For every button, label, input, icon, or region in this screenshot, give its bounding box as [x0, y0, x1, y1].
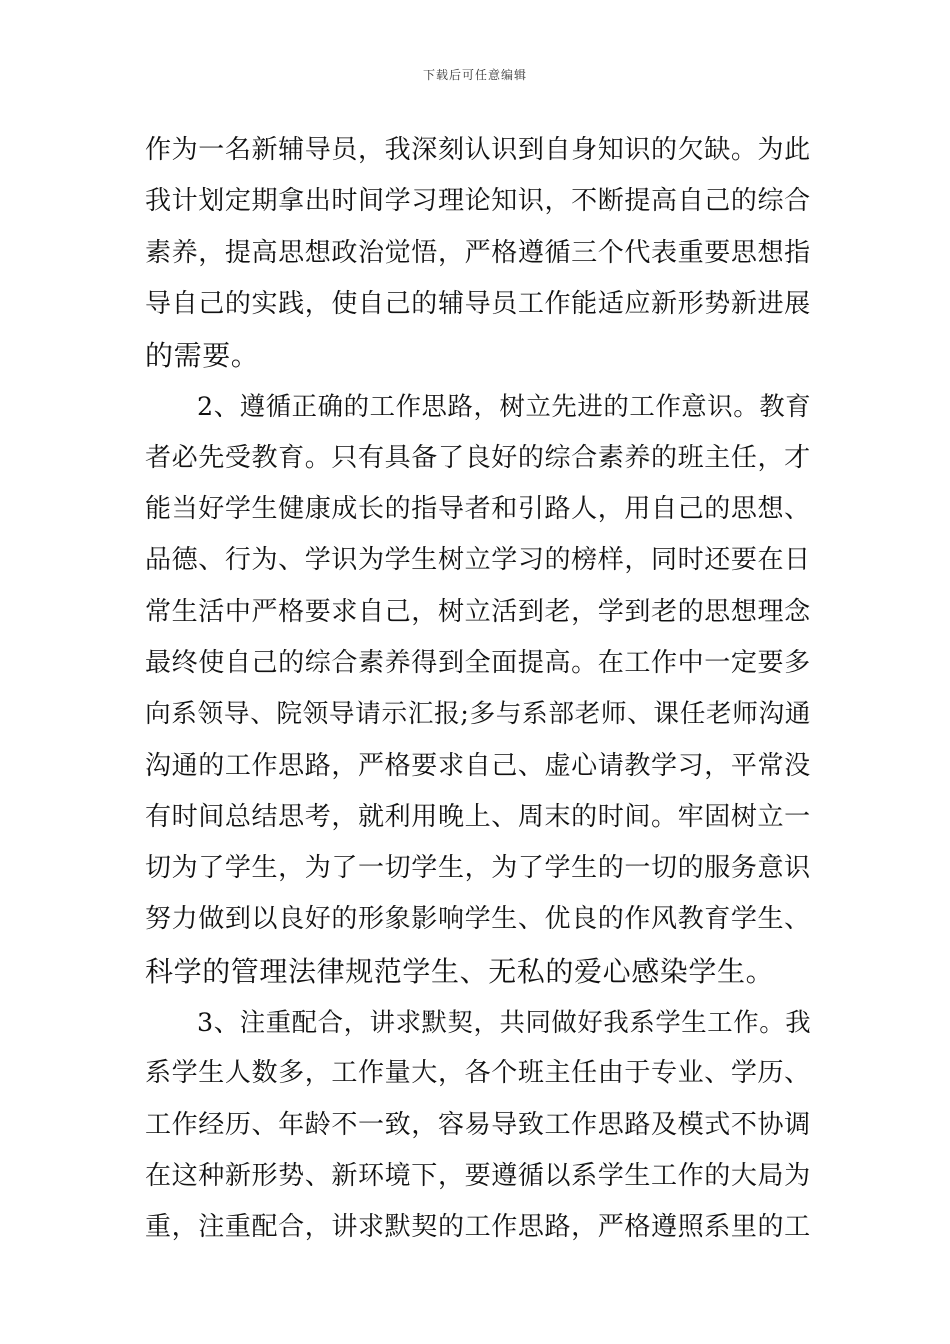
text-line: 常生活中严格要求自己，树立活到老，学到老的思想理念: [145, 596, 811, 627]
text-line: 者必先受教育。只有具备了良好的综合素养的班主任，才: [145, 442, 811, 473]
document-body: [145, 125, 810, 1254]
text-line: 素养，提高思想政治觉悟，严格遵循三个代表重要思想指: [145, 237, 811, 268]
text-line: 沟通的工作思路，严格要求自己、虚心请教学习，平常没: [145, 750, 811, 781]
text-line: 2、遵循正确的工作思路，树立先进的工作意识。教育: [197, 391, 812, 422]
text-line: 在这种新形势、新环境下，要遵循以系学生工作的大局为: [145, 1160, 811, 1191]
text-line: 工作经历、年龄不一致，容易导致工作思路及模式不协调: [145, 1109, 811, 1140]
text-line: 3、注重配合，讲求默契，共同做好我系学生工作。我: [197, 1007, 812, 1038]
text-line: 能当好学生健康成长的指导者和引路人，用自己的思想、: [145, 494, 811, 525]
text-line: 向系领导、院领导请示汇报;多与系部老师、课任老师沟通: [145, 699, 812, 730]
text-line: 系学生人数多，工作量大，各个班主任由于专业、学历、: [145, 1058, 811, 1089]
text-line: 的需要。: [145, 339, 260, 373]
text-line: 有时间总结思考，就利用晚上、周末的时间。牢固树立一: [145, 801, 811, 832]
text-line: 作为一名新辅导员，我深刻认识到自身知识的欠缺。为此: [145, 135, 811, 165]
text-line: 导自己的实践，使自己的辅导员工作能适应新形势新进展: [145, 288, 811, 319]
text-line: 切为了学生，为了一切学生，为了学生的一切的服务意识: [145, 853, 811, 884]
text-line: 努力做到以良好的形象影响学生、优良的作风教育学生、: [145, 904, 811, 935]
text-line: 我计划定期拿出时间学习理论知识，不断提高自己的综合: [145, 186, 811, 217]
text-line: 品德、行为、学识为学生树立学习的榜样，同时还要在日: [145, 545, 811, 576]
header-note: 下载后可任意编辑: [422, 68, 527, 82]
text-line: 重，注重配合，讲求默契的工作思路，严格遵照系里的工: [145, 1212, 811, 1243]
text-line: 最终使自己的综合素养得到全面提高。在工作中一定要多: [145, 647, 811, 678]
text-line: 科学的管理法律规范学生、无私的爱心感染学生。: [145, 954, 775, 988]
